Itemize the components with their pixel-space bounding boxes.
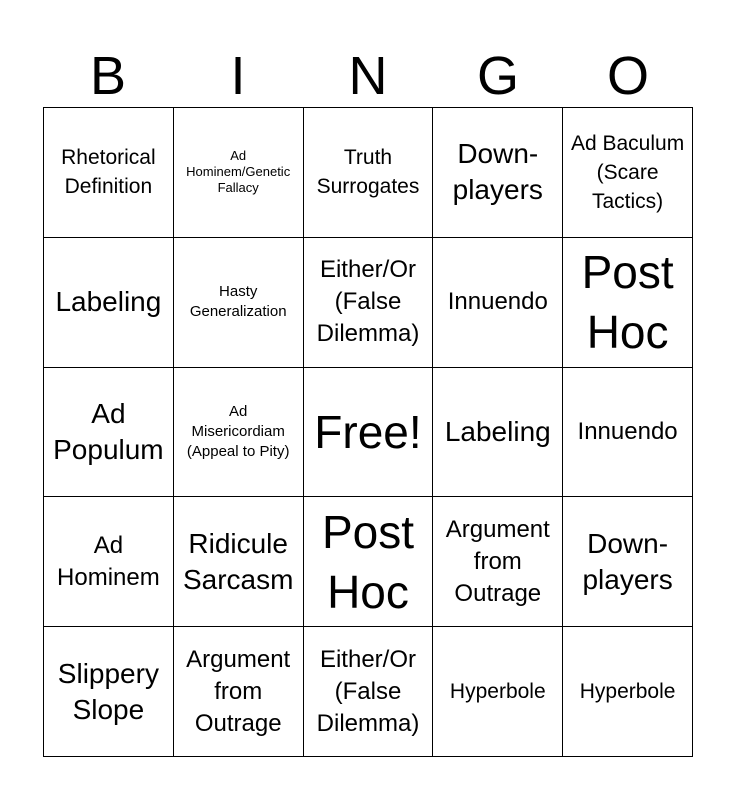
cell-label: Down-players bbox=[582, 527, 673, 595]
cell-label: Either/Or (False Dilemma) bbox=[316, 645, 420, 737]
bingo-cell-r1c4[interactable] bbox=[433, 108, 563, 238]
bingo-cell-r4c1[interactable] bbox=[44, 497, 174, 627]
cell-label: Ad Hominem bbox=[57, 531, 160, 591]
cell-label: Ad Misericordiam (Appeal to Pity) bbox=[186, 402, 290, 460]
cell-label: Down-players bbox=[452, 138, 543, 206]
bingo-cell-r5c5[interactable] bbox=[563, 627, 693, 757]
bingo-cell-r5c3[interactable] bbox=[304, 627, 434, 757]
bingo-cell-r2c3[interactable] bbox=[304, 238, 434, 368]
bingo-board bbox=[43, 107, 693, 757]
cell-label: Hyperbole bbox=[579, 680, 676, 704]
cell-label: Labeling bbox=[55, 286, 162, 318]
bingo-cell-r1c5[interactable] bbox=[563, 108, 693, 238]
cell-label: Post Hoc bbox=[321, 505, 414, 618]
cell-label: Ad Baculum (Scare Tactics) bbox=[570, 131, 685, 213]
cell-label: Hasty Generalization bbox=[189, 283, 287, 321]
cell-label: Rhetorical Definition bbox=[61, 146, 156, 199]
bingo-cell-r1c1[interactable] bbox=[44, 108, 174, 238]
bingo-cell-r5c4[interactable] bbox=[433, 627, 563, 757]
cell-label: Ad Hominem/Genetic Fallacy bbox=[186, 148, 291, 196]
cell-label: Slippery Slope bbox=[57, 657, 159, 725]
bingo-cell-r2c1[interactable] bbox=[44, 238, 174, 368]
bingo-header bbox=[43, 44, 693, 108]
cell-label: Hyperbole bbox=[449, 680, 546, 704]
cell-label: Post Hoc bbox=[581, 246, 674, 359]
bingo-cell-r4c3[interactable] bbox=[304, 497, 434, 627]
cell-label: Innuendo bbox=[577, 417, 678, 445]
bingo-cell-r5c2[interactable] bbox=[174, 627, 304, 757]
cell-label: Argument from Outrage bbox=[445, 515, 550, 607]
cell-label: Free! bbox=[314, 405, 422, 458]
cell-label: Argument from Outrage bbox=[186, 645, 291, 737]
bingo-cell-r4c4[interactable] bbox=[433, 497, 563, 627]
bingo-cell-r3c2[interactable] bbox=[174, 368, 304, 498]
cell-label: Truth Surrogates bbox=[316, 146, 420, 199]
bingo-cell-r1c3[interactable] bbox=[304, 108, 434, 238]
bingo-cell-r4c5[interactable] bbox=[563, 497, 693, 627]
cell-label: Innuendo bbox=[447, 288, 548, 316]
header-letter-i: I bbox=[230, 46, 246, 106]
bingo-cell-r2c5[interactable] bbox=[563, 238, 693, 368]
bingo-cell-r3c1[interactable] bbox=[44, 368, 174, 498]
cell-label: Ad Populum bbox=[53, 397, 164, 465]
cell-label: Labeling bbox=[444, 415, 551, 447]
bingo-cell-r3c5[interactable] bbox=[563, 368, 693, 498]
bingo-cell-r3c4[interactable] bbox=[433, 368, 563, 498]
cell-label: Either/Or (False Dilemma) bbox=[316, 256, 420, 348]
bingo-cell-r2c4[interactable] bbox=[433, 238, 563, 368]
bingo-cell-r4c2[interactable] bbox=[174, 497, 304, 627]
bingo-cell-r2c2[interactable] bbox=[174, 238, 304, 368]
bingo-cell-r5c1[interactable] bbox=[44, 627, 174, 757]
bingo-cell-r1c2[interactable] bbox=[174, 108, 304, 238]
free-space-cell[interactable] bbox=[304, 368, 434, 498]
header-letter-b: B bbox=[89, 46, 127, 106]
header-letter-g: G bbox=[476, 46, 519, 106]
header-letter-o: O bbox=[606, 46, 649, 106]
header-letter-n: N bbox=[348, 46, 388, 106]
cell-label: Ridicule Sarcasm bbox=[182, 527, 294, 595]
